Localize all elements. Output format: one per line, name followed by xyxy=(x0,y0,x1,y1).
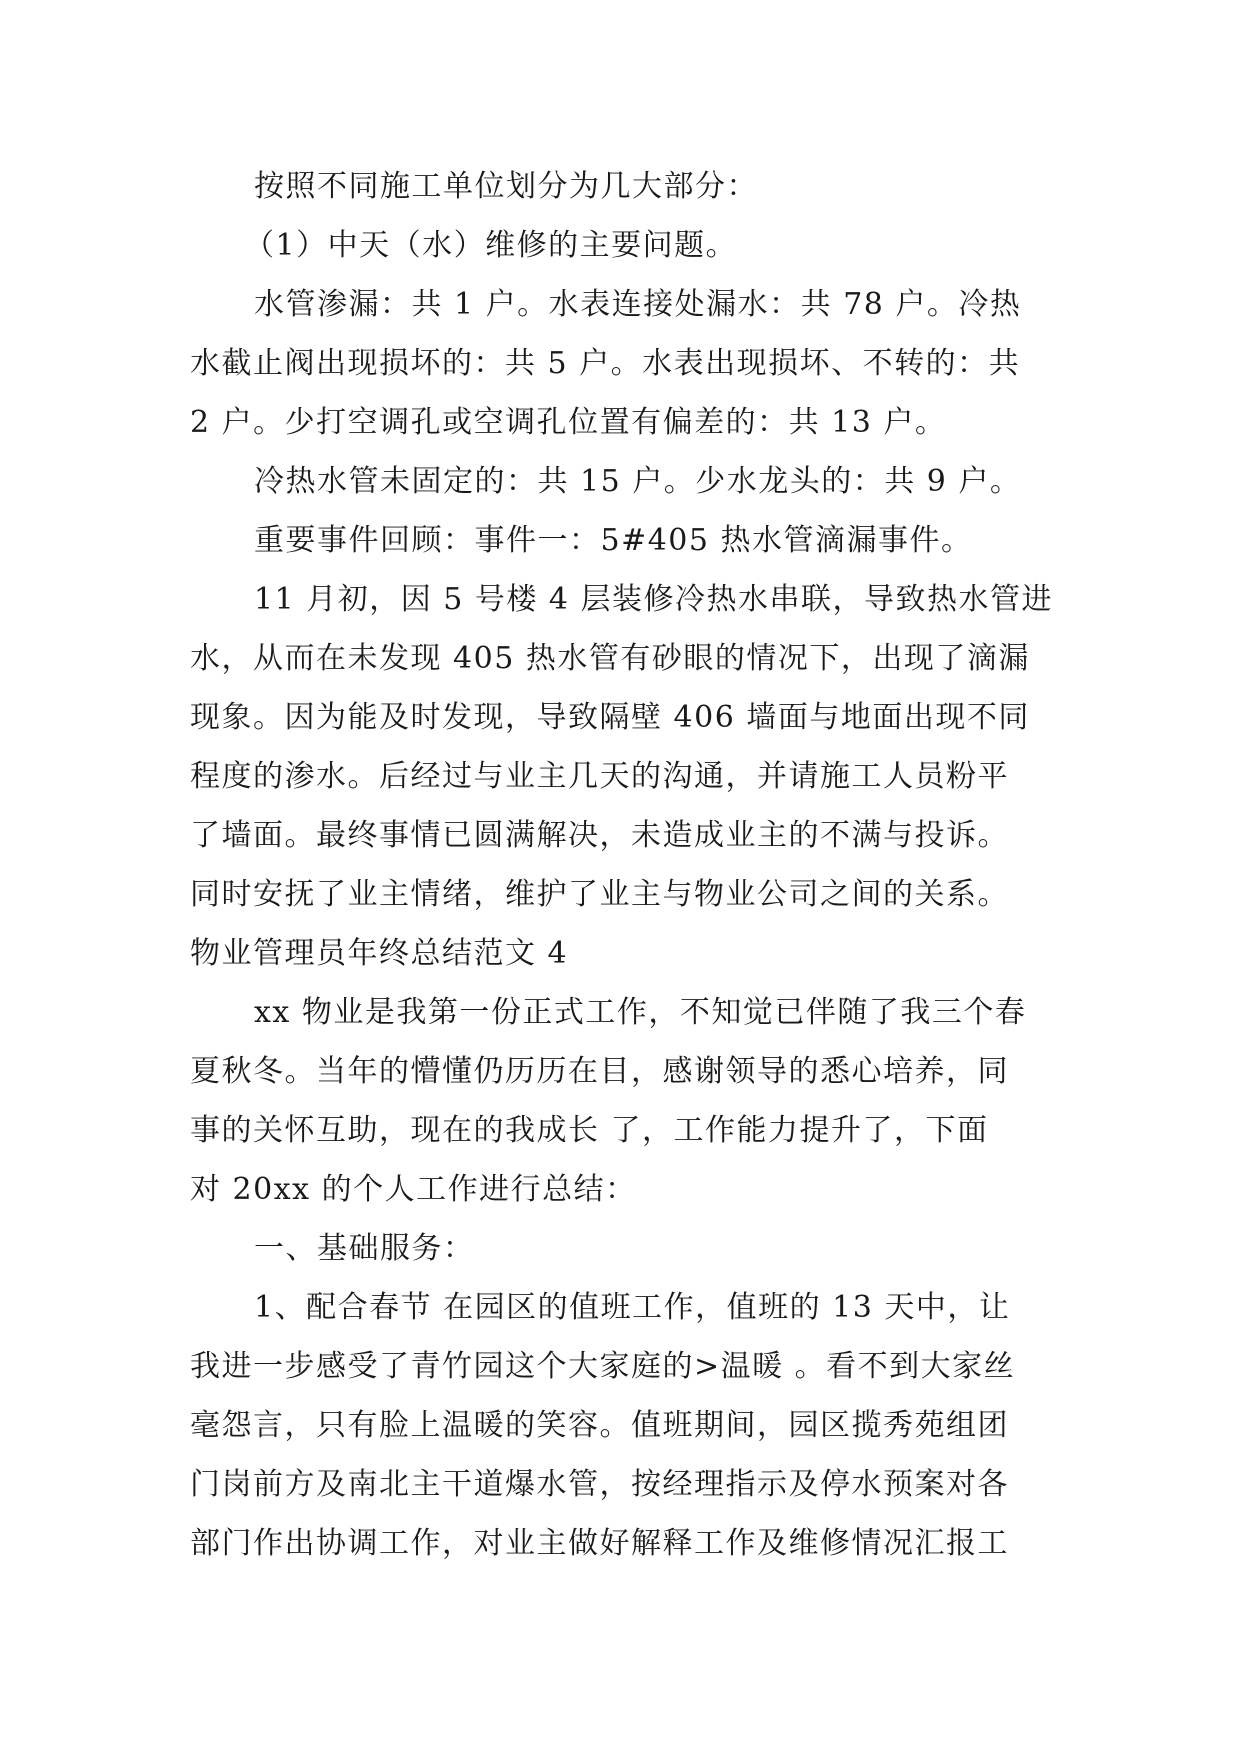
text-line: 事的关怀互助，现在的我成长 了，工作能力提升了，下面 xyxy=(190,1113,989,1148)
section-heading: 物业管理员年终总结范文 4 xyxy=(190,936,569,971)
document-body xyxy=(190,157,1060,1573)
text-line: 毫怨言，只有脸上温暖的笑容。值班期间，园区揽秀苑组团 xyxy=(190,1408,1009,1443)
text-line: 1、配合春节 在园区的值班工作，值班的 13 天中，让 xyxy=(254,1290,1011,1325)
text-line: 按照不同施工单位划分为几大部分： xyxy=(254,169,758,204)
text-line: （1）中天（水）维修的主要问题。 xyxy=(244,228,738,263)
text-line: 2 户。少打空调孔或空调孔位置有偏差的：共 13 户。 xyxy=(190,405,947,440)
text-line: 门岗前方及南北主干道爆水管，按经理指示及停水预案对各 xyxy=(190,1467,1009,1502)
text-line: 我进一步感受了青竹园这个大家庭的>温暖 。看不到大家丝 xyxy=(190,1349,1016,1384)
text-line: 夏秋冬。当年的懵懂仍历历在目，感谢领导的悉心培养，同 xyxy=(190,1054,1009,1089)
text-line: 程度的渗水。后经过与业主几天的沟通，并请施工人员粉平 xyxy=(190,759,1009,794)
text-line: 水，从而在未发现 405 热水管有砂眼的情况下，出现了滴漏 xyxy=(190,641,1030,676)
text-line: 对 20xx 的个人工作进行总结： xyxy=(190,1172,637,1207)
text-line: 部门作出协调工作，对业主做好解释工作及维修情况汇报工 xyxy=(190,1526,1009,1561)
text-line: 水管渗漏：共 1 户。水表连接处漏水：共 78 户。冷热 xyxy=(254,287,1022,322)
text-line: 同时安抚了业主情绪，维护了业主与物业公司之间的关系。 xyxy=(190,877,1009,912)
text-line: xx 物业是我第一份正式工作，不知觉已伴随了我三个春 xyxy=(254,995,1027,1030)
text-line: 冷热水管未固定的：共 15 户。少水龙头的：共 9 户。 xyxy=(254,464,1022,499)
subsection-heading: 一、基础服务： xyxy=(254,1231,475,1266)
text-line: 了墙面。最终事情已圆满解决，未造成业主的不满与投诉。 xyxy=(190,818,1009,853)
text-line: 水截止阀出现损坏的：共 5 户。水表出现损坏、不转的：共 xyxy=(190,346,1021,381)
text-line: 11 月初，因 5 号楼 4 层装修冷热水串联，导致热水管进 xyxy=(254,582,1054,617)
text-line: 现象。因为能及时发现，导致隔壁 406 墙面与地面出现不同 xyxy=(190,700,1030,735)
text-line: 重要事件回顾：事件一：5#405 热水管滴漏事件。 xyxy=(254,523,973,558)
